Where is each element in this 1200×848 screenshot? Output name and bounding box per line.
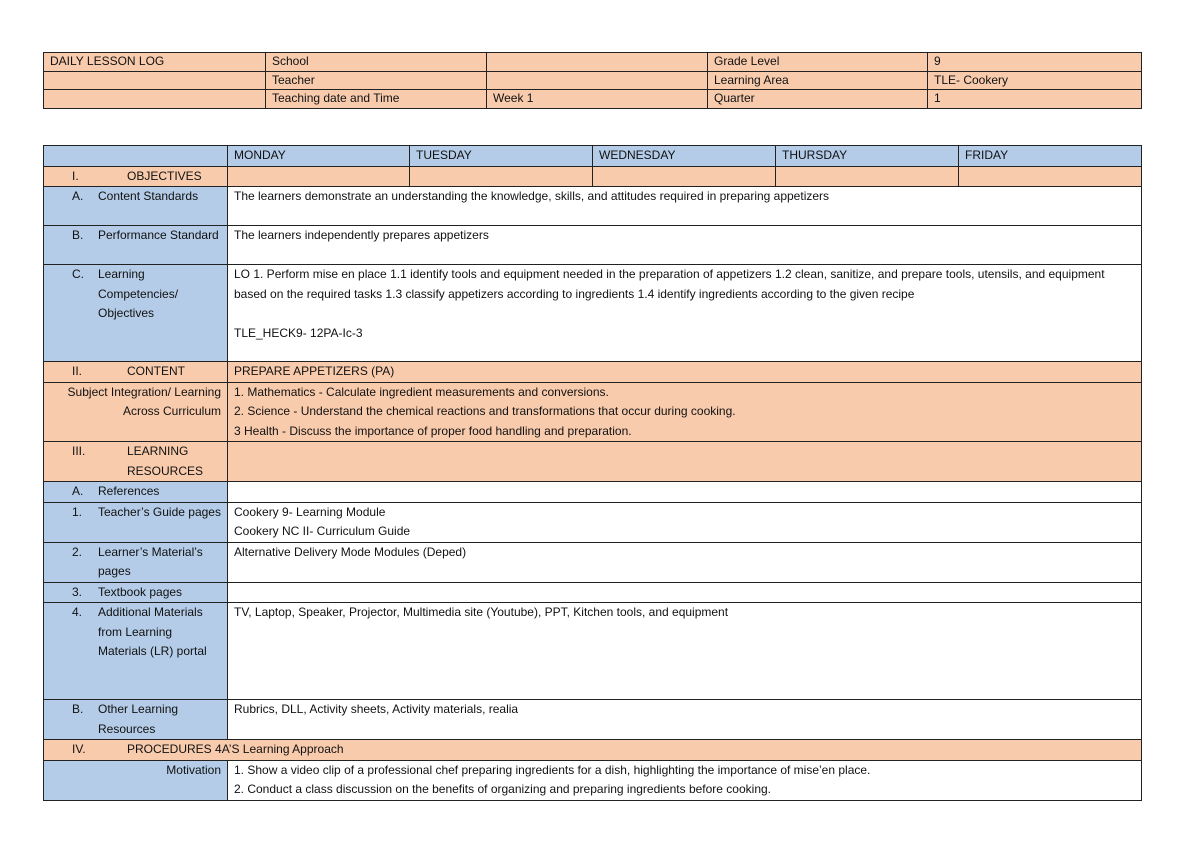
teacher-guide-line: Cookery 9- Learning Module bbox=[234, 504, 386, 519]
resources-row bbox=[44, 442, 1142, 482]
lesson-table bbox=[43, 145, 1142, 801]
textbook-row bbox=[44, 582, 1142, 603]
content-standards-row bbox=[44, 187, 1142, 226]
objectives-heading: OBJECTIVES bbox=[127, 168, 202, 183]
content-standards-value: The learners demonstrate an understanding the knowledge, skills, and attitudes required in preparing appetizers bbox=[228, 187, 1142, 226]
procedures-heading: PROCEDURES 4A’S Learning Approach bbox=[127, 742, 344, 756]
day-thursday: THURSDAY bbox=[776, 146, 959, 167]
other-resources-label: Other Learning Resources bbox=[98, 702, 179, 736]
header-row-3 bbox=[44, 90, 1142, 109]
area-value: TLE- Cookery bbox=[928, 71, 1142, 90]
item-number: 2. bbox=[72, 544, 83, 559]
additional-materials-value: TV, Laptop, Speaker, Projector, Multimedia site (Youtube), PPT, Kitchen tools, and equipment bbox=[228, 603, 1142, 700]
teacher-guide-row bbox=[44, 502, 1142, 542]
item-letter: C. bbox=[72, 267, 84, 281]
grade-label: Grade Level bbox=[708, 53, 928, 72]
header-blank bbox=[44, 71, 266, 90]
content-heading: CONTENT bbox=[127, 364, 185, 378]
learner-material-value: Alternative Delivery Mode Modules (Deped) bbox=[228, 542, 1142, 582]
area-label: Learning Area bbox=[708, 71, 928, 90]
days-row bbox=[44, 146, 1142, 167]
section-number: I. bbox=[72, 168, 79, 183]
motivation-label: Motivation bbox=[44, 760, 228, 800]
teacher-guide-label: Teacher’s Guide pages bbox=[98, 504, 221, 519]
section-number: IV. bbox=[72, 742, 86, 756]
item-number: 3. bbox=[72, 584, 83, 599]
content-standards-label: Content Standards bbox=[98, 189, 199, 203]
content-value: PREPARE APPETIZERS (PA) bbox=[228, 362, 1142, 383]
competencies-value: LO 1. Perform mise en place 1.1 identify tools and equipment needed in the preparation of appetizers 1.2 clean, sanitize, and prepare tools, utensils, and equipment based on the required tasks 1.3 classify appetizers according to ingredients 1.4 identify ingredients according to the given recipe bbox=[234, 267, 1105, 301]
teacher-value bbox=[487, 71, 708, 90]
quarter-value: 1 bbox=[928, 90, 1142, 109]
item-letter: A. bbox=[72, 189, 84, 203]
textbook-label: Textbook pages bbox=[98, 584, 183, 599]
grade-value: 9 bbox=[928, 53, 1142, 72]
competency-code: TLE_HECK9- 12PA-Ic-3 bbox=[234, 325, 363, 340]
motivation-line: 1. Show a video clip of a professional chef preparing ingredients for a dish, highlighting the importance of mise’en place. bbox=[234, 762, 871, 777]
learner-material-label: Learner’s Material’s pages bbox=[98, 544, 203, 578]
other-resources-row bbox=[44, 700, 1142, 740]
section-number: III. bbox=[72, 444, 86, 458]
item-number: 1. bbox=[72, 504, 83, 519]
day-wednesday: WEDNESDAY bbox=[593, 146, 776, 167]
teacher-label: Teacher bbox=[266, 71, 487, 90]
day-tuesday: TUESDAY bbox=[410, 146, 593, 167]
additional-materials-label: Additional Materials from Learning Materials (LR) portal bbox=[98, 605, 207, 658]
resources-heading: LEARNING RESOURCES bbox=[127, 444, 204, 478]
day-friday: FRIDAY bbox=[959, 146, 1142, 167]
item-number: 4. bbox=[72, 605, 83, 619]
days-corner bbox=[44, 146, 228, 167]
header-row-2 bbox=[44, 71, 1142, 90]
item-letter: A. bbox=[72, 484, 84, 498]
objectives-row bbox=[44, 166, 1142, 187]
performance-standard-label: Performance Standard bbox=[98, 228, 219, 242]
performance-standard-value: The learners independently prepares appetizers bbox=[228, 226, 1142, 265]
quarter-label: Quarter bbox=[708, 90, 928, 109]
content-row bbox=[44, 362, 1142, 383]
header-blank bbox=[44, 90, 266, 109]
integration-line: 2. Science - Understand the chemical reactions and transformations that occur during cooking. bbox=[234, 404, 736, 418]
header-row-1 bbox=[44, 53, 1142, 72]
integration-line: 1. Mathematics - Calculate ingredient measurements and conversions. bbox=[234, 384, 609, 399]
integration-label: Subject Integration/ Learning Across Curriculum bbox=[44, 382, 228, 442]
references-row bbox=[44, 482, 1142, 503]
school-value bbox=[487, 53, 708, 72]
competencies-row bbox=[44, 265, 1142, 362]
references-label: References bbox=[98, 484, 160, 498]
competencies-label: Learning Competencies/ Objectives bbox=[98, 267, 179, 320]
motivation-line: 2. Conduct a class discussion on the benefits of organizing and preparing ingredients before cooking. bbox=[234, 782, 772, 796]
additional-materials-row bbox=[44, 603, 1142, 700]
school-label: School bbox=[266, 53, 487, 72]
teacher-guide-line: Cookery NC II- Curriculum Guide bbox=[234, 524, 411, 538]
learner-material-row bbox=[44, 542, 1142, 582]
performance-standard-row bbox=[44, 226, 1142, 265]
procedures-row bbox=[44, 740, 1142, 761]
item-letter: B. bbox=[72, 228, 84, 242]
other-resources-value: Rubrics, DLL, Activity sheets, Activity materials, realia bbox=[228, 700, 1142, 740]
integration-line: 3 Health - Discuss the importance of proper food handling and preparation. bbox=[234, 423, 632, 438]
day-monday: MONDAY bbox=[228, 146, 410, 167]
integration-row bbox=[44, 382, 1142, 442]
item-letter: B. bbox=[72, 702, 84, 716]
header-table bbox=[43, 52, 1142, 109]
motivation-row bbox=[44, 760, 1142, 800]
section-number: II. bbox=[72, 364, 83, 378]
date-value: Week 1 bbox=[487, 90, 708, 109]
date-label: Teaching date and Time bbox=[266, 90, 487, 109]
doc-title: DAILY LESSON LOG bbox=[44, 53, 266, 72]
